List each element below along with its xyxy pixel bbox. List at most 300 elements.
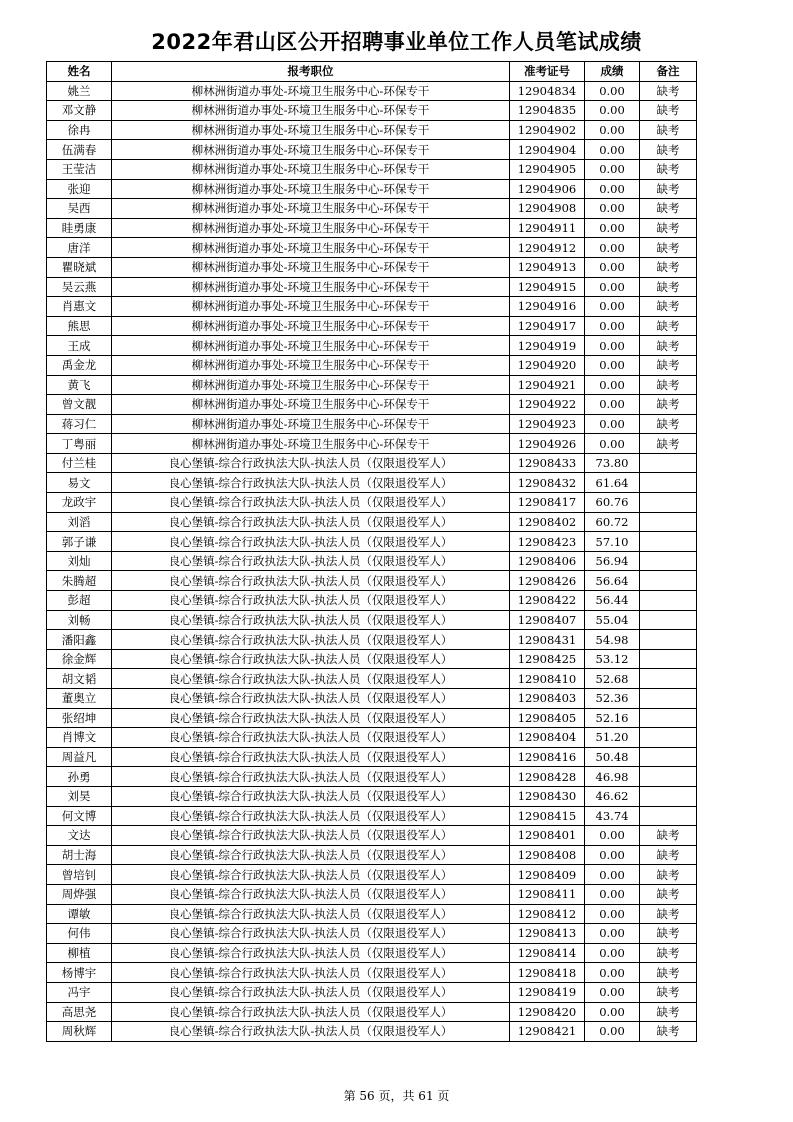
cell-position: 良心堡镇-综合行政执法大队-执法人员（仅限退役军人） [112, 924, 510, 944]
cell-exam-id: 12908412 [510, 904, 585, 924]
cell-exam-id: 12908401 [510, 826, 585, 846]
cell-score: 0.00 [585, 199, 640, 219]
cell-position: 柳林洲街道办事处-环境卫生服务中心-环保专干 [112, 257, 510, 277]
cell-remark: 缺考 [640, 375, 697, 395]
cell-exam-id: 12904921 [510, 375, 585, 395]
cell-name: 胡文韬 [47, 669, 112, 689]
cell-exam-id: 12908416 [510, 747, 585, 767]
cell-name: 谭敏 [47, 904, 112, 924]
cell-exam-id: 12904905 [510, 159, 585, 179]
table-row [47, 453, 697, 473]
header-exam-id: 准考证号 [510, 62, 585, 82]
cell-position: 柳林洲街道办事处-环境卫生服务中心-环保专干 [112, 238, 510, 258]
cell-score: 51.20 [585, 728, 640, 748]
cell-score: 50.48 [585, 747, 640, 767]
cell-remark: 缺考 [640, 1002, 697, 1022]
cell-name: 刘灿 [47, 551, 112, 571]
cell-name: 吴云燕 [47, 277, 112, 297]
table-row [47, 532, 697, 552]
cell-remark [640, 728, 697, 748]
table-row [47, 826, 697, 846]
table-row [47, 1022, 697, 1042]
cell-score: 0.00 [585, 943, 640, 963]
cell-exam-id: 12908430 [510, 786, 585, 806]
table-row [47, 257, 697, 277]
table-row [47, 786, 697, 806]
cell-name: 王成 [47, 336, 112, 356]
cell-position: 良心堡镇-综合行政执法大队-执法人员（仅限退役军人） [112, 884, 510, 904]
cell-score: 0.00 [585, 924, 640, 944]
cell-score: 56.44 [585, 591, 640, 611]
cell-score: 55.04 [585, 610, 640, 630]
cell-score: 0.00 [585, 904, 640, 924]
cell-position: 良心堡镇-综合行政执法大队-执法人员（仅限退役军人） [112, 453, 510, 473]
cell-name: 蒋习仁 [47, 414, 112, 434]
cell-exam-id: 12908406 [510, 551, 585, 571]
cell-name: 潘阳鑫 [47, 630, 112, 650]
cell-score: 0.00 [585, 120, 640, 140]
cell-score: 0.00 [585, 257, 640, 277]
cell-exam-id: 12908409 [510, 865, 585, 885]
table-row [47, 747, 697, 767]
cell-name: 瞿晓斌 [47, 257, 112, 277]
cell-position: 良心堡镇-综合行政执法大队-执法人员（仅限退役军人） [112, 649, 510, 669]
cell-name: 姚兰 [47, 81, 112, 101]
cell-exam-id: 12904917 [510, 316, 585, 336]
cell-name: 高思尧 [47, 1002, 112, 1022]
table-row [47, 963, 697, 983]
cell-position: 良心堡镇-综合行政执法大队-执法人员（仅限退役军人） [112, 1002, 510, 1022]
cell-score: 46.98 [585, 767, 640, 787]
cell-name: 易文 [47, 473, 112, 493]
table-row [47, 218, 697, 238]
table-header-row [47, 62, 697, 82]
cell-remark: 缺考 [640, 355, 697, 375]
cell-exam-id: 12908405 [510, 708, 585, 728]
cell-remark: 缺考 [640, 884, 697, 904]
cell-score: 53.12 [585, 649, 640, 669]
cell-position: 良心堡镇-综合行政执法大队-执法人员（仅限退役军人） [112, 689, 510, 709]
cell-exam-id: 12908414 [510, 943, 585, 963]
cell-position: 良心堡镇-综合行政执法大队-执法人员（仅限退役军人） [112, 767, 510, 787]
cell-position: 良心堡镇-综合行政执法大队-执法人员（仅限退役军人） [112, 806, 510, 826]
cell-score: 0.00 [585, 140, 640, 160]
table-row [47, 649, 697, 669]
table-row [47, 806, 697, 826]
cell-exam-id: 12904923 [510, 414, 585, 434]
cell-remark: 缺考 [640, 414, 697, 434]
table-row [47, 238, 697, 258]
cell-score: 56.64 [585, 571, 640, 591]
table-row [47, 982, 697, 1002]
cell-position: 良心堡镇-综合行政执法大队-执法人员（仅限退役军人） [112, 571, 510, 591]
cell-remark: 缺考 [640, 1022, 697, 1042]
cell-score: 52.36 [585, 689, 640, 709]
cell-remark: 缺考 [640, 826, 697, 846]
cell-position: 柳林洲街道办事处-环境卫生服务中心-环保专干 [112, 140, 510, 160]
cell-exam-id: 12908431 [510, 630, 585, 650]
cell-position: 良心堡镇-综合行政执法大队-执法人员（仅限退役军人） [112, 493, 510, 513]
cell-remark: 缺考 [640, 982, 697, 1002]
cell-name: 胡士海 [47, 845, 112, 865]
cell-exam-id: 12908419 [510, 982, 585, 1002]
table-row [47, 630, 697, 650]
cell-remark: 缺考 [640, 865, 697, 885]
cell-exam-id: 12904911 [510, 218, 585, 238]
cell-name: 何文博 [47, 806, 112, 826]
cell-score: 0.00 [585, 336, 640, 356]
cell-exam-id: 12904926 [510, 434, 585, 454]
cell-score: 0.00 [585, 297, 640, 317]
cell-exam-id: 12908415 [510, 806, 585, 826]
cell-remark: 缺考 [640, 943, 697, 963]
table-row [47, 845, 697, 865]
cell-score: 52.68 [585, 669, 640, 689]
cell-exam-id: 12908433 [510, 453, 585, 473]
cell-remark: 缺考 [640, 316, 697, 336]
table-row [47, 81, 697, 101]
cell-remark [640, 512, 697, 532]
cell-name: 肖惠文 [47, 297, 112, 317]
table-row [47, 199, 697, 219]
cell-name: 王莹洁 [47, 159, 112, 179]
table-row [47, 159, 697, 179]
table-row [47, 551, 697, 571]
cell-name: 肖博文 [47, 728, 112, 748]
cell-position: 良心堡镇-综合行政执法大队-执法人员（仅限退役军人） [112, 747, 510, 767]
cell-name: 柳植 [47, 943, 112, 963]
table-row [47, 728, 697, 748]
cell-position: 柳林洲街道办事处-环境卫生服务中心-环保专干 [112, 297, 510, 317]
cell-remark [640, 689, 697, 709]
cell-exam-id: 12908422 [510, 591, 585, 611]
cell-remark: 缺考 [640, 199, 697, 219]
cell-name: 文达 [47, 826, 112, 846]
cell-position: 柳林洲街道办事处-环境卫生服务中心-环保专干 [112, 355, 510, 375]
cell-name: 刘滔 [47, 512, 112, 532]
table-row [47, 395, 697, 415]
table-row [47, 101, 697, 121]
table-row [47, 140, 697, 160]
cell-remark: 缺考 [640, 81, 697, 101]
cell-remark: 缺考 [640, 434, 697, 454]
cell-position: 良心堡镇-综合行政执法大队-执法人员（仅限退役军人） [112, 473, 510, 493]
cell-remark: 缺考 [640, 140, 697, 160]
cell-score: 0.00 [585, 826, 640, 846]
cell-score: 0.00 [585, 1002, 640, 1022]
cell-name: 吴西 [47, 199, 112, 219]
cell-score: 0.00 [585, 81, 640, 101]
cell-remark [640, 473, 697, 493]
cell-position: 柳林洲街道办事处-环境卫生服务中心-环保专干 [112, 101, 510, 121]
cell-remark: 缺考 [640, 845, 697, 865]
table-row [47, 512, 697, 532]
cell-score: 0.00 [585, 414, 640, 434]
cell-position: 良心堡镇-综合行政执法大队-执法人员（仅限退役军人） [112, 963, 510, 983]
cell-exam-id: 12908411 [510, 884, 585, 904]
cell-name: 刘畅 [47, 610, 112, 630]
cell-name: 董奥立 [47, 689, 112, 709]
cell-score: 43.74 [585, 806, 640, 826]
table-row [47, 924, 697, 944]
cell-position: 良心堡镇-综合行政执法大队-执法人员（仅限退役军人） [112, 512, 510, 532]
cell-position: 良心堡镇-综合行政执法大队-执法人员（仅限退役军人） [112, 708, 510, 728]
cell-remark [640, 786, 697, 806]
cell-exam-id: 12908410 [510, 669, 585, 689]
cell-position: 良心堡镇-综合行政执法大队-执法人员（仅限退役军人） [112, 630, 510, 650]
cell-name: 龙政宇 [47, 493, 112, 513]
cell-name: 彭超 [47, 591, 112, 611]
cell-remark: 缺考 [640, 238, 697, 258]
table-row [47, 277, 697, 297]
cell-position: 良心堡镇-综合行政执法大队-执法人员（仅限退役军人） [112, 865, 510, 885]
table-row [47, 375, 697, 395]
header-score: 成绩 [585, 62, 640, 82]
table-row [47, 493, 697, 513]
table-row [47, 884, 697, 904]
cell-score: 0.00 [585, 963, 640, 983]
cell-position: 柳林洲街道办事处-环境卫生服务中心-环保专干 [112, 120, 510, 140]
cell-name: 熊思 [47, 316, 112, 336]
cell-score: 0.00 [585, 218, 640, 238]
cell-score: 73.80 [585, 453, 640, 473]
table-row [47, 610, 697, 630]
cell-score: 54.98 [585, 630, 640, 650]
cell-exam-id: 12908407 [510, 610, 585, 630]
cell-score: 0.00 [585, 238, 640, 258]
header-position: 报考职位 [112, 62, 510, 82]
cell-name: 黄飞 [47, 375, 112, 395]
cell-position: 柳林洲街道办事处-环境卫生服务中心-环保专干 [112, 434, 510, 454]
table-row [47, 316, 697, 336]
cell-name: 朱腾超 [47, 571, 112, 591]
cell-remark [640, 708, 697, 728]
cell-remark: 缺考 [640, 297, 697, 317]
cell-remark [640, 669, 697, 689]
cell-remark [640, 493, 697, 513]
cell-score: 0.00 [585, 277, 640, 297]
cell-position: 良心堡镇-综合行政执法大队-执法人员（仅限退役军人） [112, 943, 510, 963]
cell-position: 良心堡镇-综合行政执法大队-执法人员（仅限退役军人） [112, 1022, 510, 1042]
cell-exam-id: 12904920 [510, 355, 585, 375]
cell-score: 0.00 [585, 375, 640, 395]
cell-remark: 缺考 [640, 924, 697, 944]
cell-exam-id: 12908404 [510, 728, 585, 748]
cell-position: 柳林洲街道办事处-环境卫生服务中心-环保专干 [112, 277, 510, 297]
cell-exam-id: 12904834 [510, 81, 585, 101]
cell-name: 冯宇 [47, 982, 112, 1002]
cell-position: 良心堡镇-综合行政执法大队-执法人员（仅限退役军人） [112, 786, 510, 806]
cell-position: 柳林洲街道办事处-环境卫生服务中心-环保专干 [112, 414, 510, 434]
table-row [47, 571, 697, 591]
table-row [47, 434, 697, 454]
cell-position: 良心堡镇-综合行政执法大队-执法人员（仅限退役军人） [112, 904, 510, 924]
cell-name: 周秋辉 [47, 1022, 112, 1042]
cell-name: 张绍坤 [47, 708, 112, 728]
cell-exam-id: 12904912 [510, 238, 585, 258]
cell-position: 良心堡镇-综合行政执法大队-执法人员（仅限退役军人） [112, 826, 510, 846]
cell-position: 柳林洲街道办事处-环境卫生服务中心-环保专干 [112, 159, 510, 179]
cell-name: 刘昊 [47, 786, 112, 806]
cell-remark: 缺考 [640, 904, 697, 924]
cell-remark [640, 591, 697, 611]
cell-score: 56.94 [585, 551, 640, 571]
cell-score: 46.62 [585, 786, 640, 806]
cell-exam-id: 12904904 [510, 140, 585, 160]
table-row [47, 336, 697, 356]
cell-position: 良心堡镇-综合行政执法大队-执法人员（仅限退役军人） [112, 551, 510, 571]
table-row [47, 669, 697, 689]
cell-name: 眭勇康 [47, 218, 112, 238]
table-row [47, 179, 697, 199]
cell-score: 60.72 [585, 512, 640, 532]
cell-exam-id: 12908420 [510, 1002, 585, 1022]
table-row [47, 355, 697, 375]
cell-remark [640, 453, 697, 473]
cell-exam-id: 12908413 [510, 924, 585, 944]
cell-position: 良心堡镇-综合行政执法大队-执法人员（仅限退役军人） [112, 845, 510, 865]
cell-score: 0.00 [585, 884, 640, 904]
cell-score: 0.00 [585, 1022, 640, 1042]
cell-position: 良心堡镇-综合行政执法大队-执法人员（仅限退役军人） [112, 982, 510, 1002]
cell-remark: 缺考 [640, 179, 697, 199]
cell-exam-id: 12908428 [510, 767, 585, 787]
cell-score: 0.00 [585, 159, 640, 179]
cell-score: 0.00 [585, 434, 640, 454]
table-row [47, 473, 697, 493]
cell-score: 0.00 [585, 865, 640, 885]
cell-score: 0.00 [585, 101, 640, 121]
cell-position: 良心堡镇-综合行政执法大队-执法人员（仅限退役军人） [112, 532, 510, 552]
cell-exam-id: 12908408 [510, 845, 585, 865]
cell-exam-id: 12904913 [510, 257, 585, 277]
table-body [47, 81, 697, 1041]
cell-remark [640, 767, 697, 787]
cell-remark [640, 630, 697, 650]
cell-exam-id: 12908402 [510, 512, 585, 532]
cell-name: 周益凡 [47, 747, 112, 767]
cell-remark [640, 551, 697, 571]
table-row [47, 1002, 697, 1022]
header-name: 姓名 [47, 62, 112, 82]
cell-exam-id: 12908432 [510, 473, 585, 493]
cell-exam-id: 12908403 [510, 689, 585, 709]
score-table [46, 61, 697, 1042]
cell-exam-id: 12908425 [510, 649, 585, 669]
cell-remark: 缺考 [640, 218, 697, 238]
cell-name: 曾文靓 [47, 395, 112, 415]
cell-remark: 缺考 [640, 277, 697, 297]
cell-exam-id: 12908417 [510, 493, 585, 513]
cell-score: 60.76 [585, 493, 640, 513]
cell-position: 柳林洲街道办事处-环境卫生服务中心-环保专干 [112, 179, 510, 199]
cell-position: 柳林洲街道办事处-环境卫生服务中心-环保专干 [112, 81, 510, 101]
cell-name: 郭子谦 [47, 532, 112, 552]
table-row [47, 767, 697, 787]
cell-remark: 缺考 [640, 101, 697, 121]
cell-name: 曾培钊 [47, 865, 112, 885]
cell-remark: 缺考 [640, 336, 697, 356]
cell-position: 柳林洲街道办事处-环境卫生服务中心-环保专干 [112, 199, 510, 219]
cell-score: 0.00 [585, 355, 640, 375]
table-row [47, 904, 697, 924]
table-row [47, 591, 697, 611]
cell-position: 柳林洲街道办事处-环境卫生服务中心-环保专干 [112, 375, 510, 395]
cell-position: 柳林洲街道办事处-环境卫生服务中心-环保专干 [112, 336, 510, 356]
cell-remark [640, 571, 697, 591]
cell-position: 柳林洲街道办事处-环境卫生服务中心-环保专干 [112, 218, 510, 238]
cell-name: 孙勇 [47, 767, 112, 787]
table-row [47, 120, 697, 140]
cell-name: 丁粤丽 [47, 434, 112, 454]
header-remark: 备注 [640, 62, 697, 82]
cell-exam-id: 12908421 [510, 1022, 585, 1042]
cell-remark [640, 649, 697, 669]
table-row [47, 708, 697, 728]
cell-position: 柳林洲街道办事处-环境卫生服务中心-环保专干 [112, 316, 510, 336]
cell-exam-id: 12904906 [510, 179, 585, 199]
cell-name: 禹金龙 [47, 355, 112, 375]
table-row [47, 297, 697, 317]
cell-remark [640, 610, 697, 630]
cell-name: 张迎 [47, 179, 112, 199]
cell-remark: 缺考 [640, 120, 697, 140]
cell-exam-id: 12904915 [510, 277, 585, 297]
cell-remark: 缺考 [640, 963, 697, 983]
cell-score: 52.16 [585, 708, 640, 728]
page-footer: 第 56 页，共 61 页 [343, 1089, 450, 1103]
table-row [47, 865, 697, 885]
cell-exam-id: 12908423 [510, 532, 585, 552]
cell-exam-id: 12904919 [510, 336, 585, 356]
cell-name: 徐冉 [47, 120, 112, 140]
cell-name: 杨博宇 [47, 963, 112, 983]
cell-remark [640, 532, 697, 552]
cell-exam-id: 12904902 [510, 120, 585, 140]
cell-remark [640, 806, 697, 826]
cell-score: 0.00 [585, 845, 640, 865]
cell-exam-id: 12908418 [510, 963, 585, 983]
cell-name: 伍满春 [47, 140, 112, 160]
cell-exam-id: 12904835 [510, 101, 585, 121]
cell-score: 0.00 [585, 982, 640, 1002]
cell-name: 唐洋 [47, 238, 112, 258]
table-row [47, 689, 697, 709]
page-title: 2022年君山区公开招聘事业单位工作人员笔试成绩 [151, 30, 642, 54]
cell-remark: 缺考 [640, 257, 697, 277]
cell-position: 良心堡镇-综合行政执法大队-执法人员（仅限退役军人） [112, 591, 510, 611]
cell-exam-id: 12908426 [510, 571, 585, 591]
cell-position: 良心堡镇-综合行政执法大队-执法人员（仅限退役军人） [112, 669, 510, 689]
cell-remark: 缺考 [640, 395, 697, 415]
cell-exam-id: 12904916 [510, 297, 585, 317]
cell-score: 61.64 [585, 473, 640, 493]
cell-exam-id: 12904922 [510, 395, 585, 415]
table-row [47, 943, 697, 963]
cell-name: 邓文静 [47, 101, 112, 121]
cell-name: 何伟 [47, 924, 112, 944]
cell-score: 57.10 [585, 532, 640, 552]
cell-exam-id: 12904908 [510, 199, 585, 219]
cell-remark [640, 747, 697, 767]
cell-name: 周烨强 [47, 884, 112, 904]
table-row [47, 414, 697, 434]
cell-score: 0.00 [585, 395, 640, 415]
cell-remark: 缺考 [640, 159, 697, 179]
cell-name: 徐金辉 [47, 649, 112, 669]
cell-score: 0.00 [585, 316, 640, 336]
cell-position: 良心堡镇-综合行政执法大队-执法人员（仅限退役军人） [112, 728, 510, 748]
